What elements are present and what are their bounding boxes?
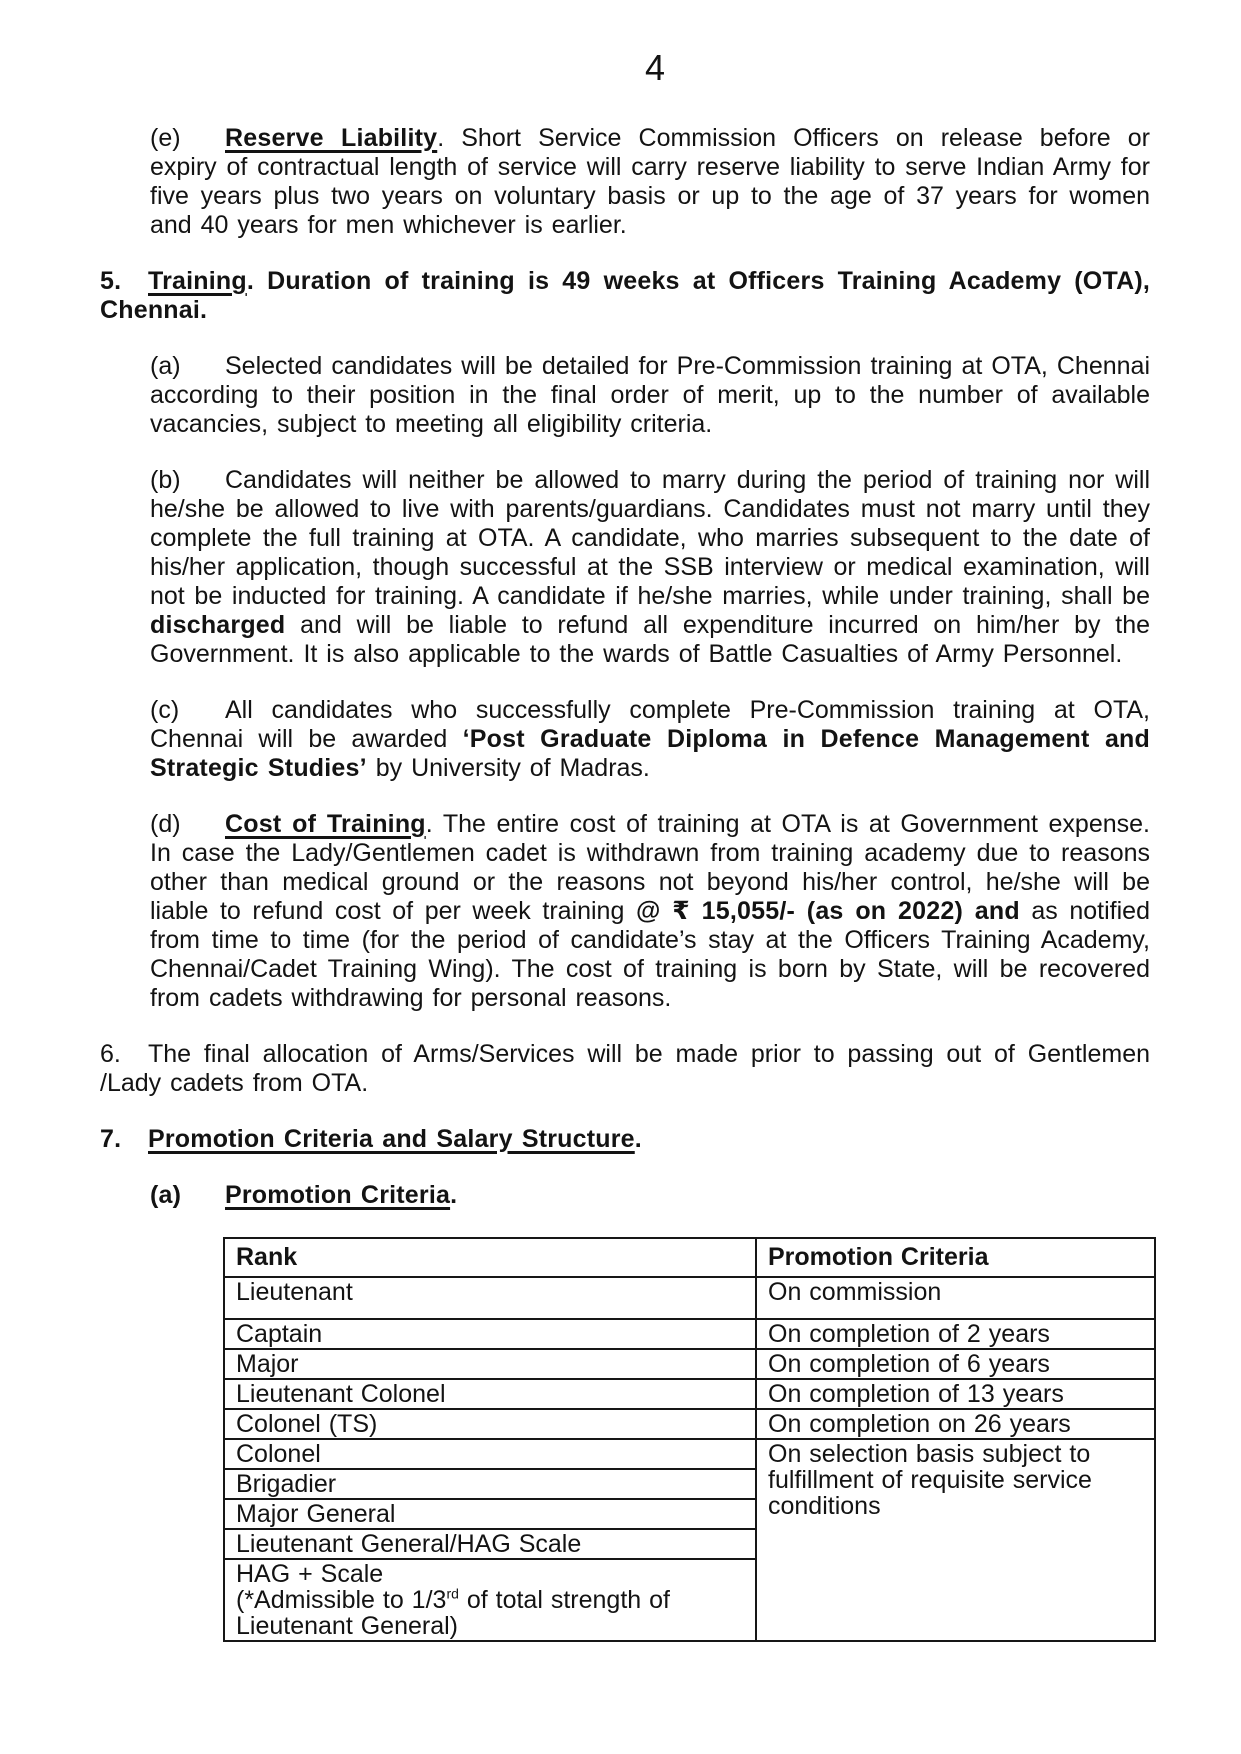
section-5-number: 5. — [100, 267, 122, 295]
rank-cell: Captain — [224, 1319, 756, 1349]
column-header-rank: Rank — [224, 1238, 756, 1277]
paragraph-e-reserve-liability — [150, 124, 1150, 240]
table-row — [224, 1319, 1155, 1349]
rank-cell: Lieutenant General/HAG Scale — [224, 1529, 756, 1559]
promotion-criteria-table — [223, 1237, 1156, 1642]
table-row — [224, 1349, 1155, 1379]
table-row — [224, 1409, 1155, 1439]
section-7-promotion-salary-heading — [100, 1125, 1150, 1154]
rank-cell: Lieutenant — [224, 1277, 756, 1319]
paragraph-b-text-pre: Candidates will neither be allowed to marry during the period of training nor will he/she be allowed to live with parents/guardians. Candidates must not marry until they complete the full training at OTA. A candidate, who marries subsequent to the date of his/her application, though successful at the SSB interview or medical examination, will not be inducted for training. A candidate if he/she marries, while under training, shall be — [150, 466, 1150, 610]
paragraph-d-text-pre: . The entire cost of training at OTA is at Government expense. In case the Lady/Gentlemen cadet is withdrawn from training academy due to reasons other than medical ground or the reasons not beyond his/her control, he/she will be liable to refund cost of per week training — [150, 810, 1150, 925]
diploma-emphasis: ‘Post Graduate Diploma in Defence Management and Strategic Studies’ — [150, 725, 1150, 782]
paragraph-a-selection — [150, 352, 1150, 439]
table-row — [224, 1379, 1155, 1409]
heading-promotion-criteria: Promotion Criteria — [225, 1181, 451, 1209]
section-7-period: . — [634, 1125, 642, 1153]
item-marker-a: (a) — [150, 352, 181, 380]
item-marker-d: (d) — [150, 810, 181, 838]
hag-superscript: rd — [446, 1585, 459, 1602]
rank-cell: Colonel (TS) — [224, 1409, 756, 1439]
paragraph-c-diploma — [150, 696, 1150, 783]
paragraph-c-text-pre: All candidates who successfully complete Pre-Commission training at OTA, Chennai will be awarded — [150, 696, 1150, 753]
criteria-cell: On commission — [756, 1277, 1155, 1319]
paragraph-e-text: . Short Service Commission Officers on release before or expiry of contractual length of service will carry reserve liability to serve Indian Army for five years plus two years on voluntary basis or up to the age of 37 years for women and 40 years for men whichever is earlier. — [150, 124, 1150, 239]
criteria-cell: On completion of 13 years — [756, 1379, 1155, 1409]
heading-training: Training — [148, 267, 247, 295]
page-number: 4 — [644, 47, 666, 88]
training-cost-emphasis: @ ₹ 15,055/- (as on 2022) and — [635, 897, 1020, 925]
rank-cell: Major — [224, 1349, 756, 1379]
section-5-training-heading — [100, 267, 1150, 325]
item-marker-b: (b) — [150, 466, 181, 494]
rank-cell: Brigadier — [224, 1469, 756, 1499]
table-header-row — [224, 1238, 1155, 1277]
section-6-text: The final allocation of Arms/Services will be made prior to passing out of Gentlemen /Lady cadets from OTA. — [100, 1040, 1150, 1097]
hag-line2-pre: (*Admissible to 1/3 — [236, 1586, 447, 1614]
section-7-number: 7. — [100, 1125, 122, 1153]
section-5-text: . Duration of training is 49 weeks at Officers Training Academy (OTA), Chennai. — [100, 267, 1150, 324]
item-marker-e: (e) — [150, 124, 181, 152]
paragraph-a-text: Selected candidates will be detailed for Pre-Commission training at OTA, Chennai according to their position in the final order of merit, up to the number of available vacancies, subject to meeting all eligibility criteria. — [150, 352, 1150, 438]
rank-cell-hag-scale — [224, 1559, 756, 1641]
item-marker-c: (c) — [150, 696, 180, 724]
discharged-emphasis: discharged — [150, 611, 286, 639]
rank-cell: Colonel — [224, 1439, 756, 1469]
section-6-arms-allocation — [100, 1040, 1150, 1098]
heading-reserve-liability: Reserve Liability — [225, 124, 438, 152]
heading-promotion-criteria-salary: Promotion Criteria and Salary Structure — [148, 1125, 635, 1153]
heading-cost-of-training: Cost of Training — [225, 810, 426, 838]
item-marker-a2: (a) — [150, 1181, 182, 1209]
paragraph-c-text-post: by University of Madras. — [366, 754, 650, 782]
subsection-a-promotion-criteria-heading — [150, 1181, 1150, 1210]
criteria-cell: On completion on 26 years — [756, 1409, 1155, 1439]
rank-cell: Lieutenant Colonel — [224, 1379, 756, 1409]
subsection-a-period: . — [450, 1181, 458, 1209]
hag-line2-post: of total strength of Lieutenant General) — [236, 1586, 670, 1640]
paragraph-d-cost-of-training — [150, 810, 1150, 1013]
paragraph-d-text-post: as notified from time to time (for the period of candidate’s stay at the Officers Training Academy, Chennai/Cadet Training Wing). The cost of training is born by State, will be recovered from cadets withdrawing for personal reasons. — [150, 897, 1150, 1012]
criteria-cell: On completion of 6 years — [756, 1349, 1155, 1379]
rank-cell: Major General — [224, 1499, 756, 1529]
paragraph-b-text-post: and will be liable to refund all expenditure incurred on him/her by the Government. It is also applicable to the wards of Battle Casualties of Army Personnel. — [150, 611, 1150, 668]
paragraph-b-marriage-rules — [150, 466, 1150, 669]
column-header-promotion-criteria: Promotion Criteria — [756, 1238, 1155, 1277]
table-row — [224, 1439, 1155, 1469]
section-6-number: 6. — [100, 1040, 121, 1068]
criteria-cell: On completion of 2 years — [756, 1319, 1155, 1349]
hag-line1: HAG + Scale — [236, 1560, 384, 1588]
criteria-cell-merged-selection-basis: On selection basis subject to fulfillment of requisite service conditions — [756, 1439, 1155, 1641]
table-row — [224, 1277, 1155, 1319]
